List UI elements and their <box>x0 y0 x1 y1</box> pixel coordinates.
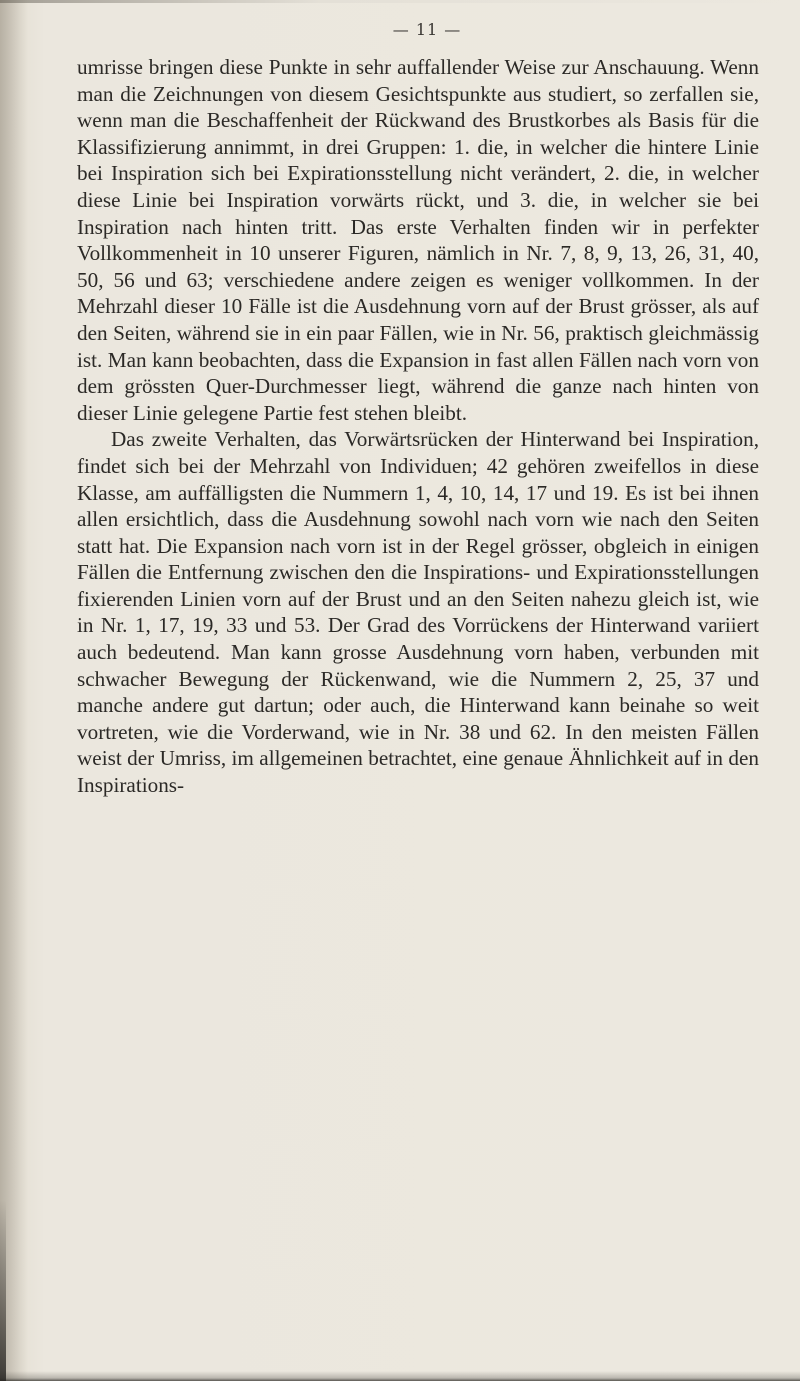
body-text <box>77 54 759 799</box>
binding-shadow <box>0 0 28 1381</box>
paragraph-1: umrisse bringen diese Punkte in sehr auffallender Weise zur Anschauung. Wenn man die Zeichnungen von diesem Gesichtspunkte aus studiert, so zerfallen sie, wenn man die Beschaffenheit der Rückwand des Brustkorbes als Basis für die Klassifizierung annimmt, in drei Gruppen: 1. die, in welcher die hintere Linie bei Inspiration sich bei Expirationsstellung nicht verändert, 2. die, in welcher diese Linie bei Inspiration vorwärts rückt, und 3. die, in welcher sie bei Inspiration nach hinten tritt. Das erste Verhalten finden wir in perfekter Vollkommenheit in 10 unserer Figuren, nämlich in Nr. 7, 8, 9, 13, 26, 31, 40, 50, 56 und 63; verschiedene andere zeigen es weniger vollkommen. In der Mehrzahl dieser 10 Fälle ist die Ausdehnung vorn auf der Brust grösser, als auf den Seiten, während sie in ein paar Fällen, wie in Nr. 56, praktisch gleichmässig ist. Man kann beobachten, dass die Expansion in fast allen Fällen nach vorn von dem grössten Quer-Durchmesser liegt, während die ganze nach hinten von dieser Linie gelegene Partie fest stehen bleibt. <box>77 55 759 425</box>
left-page-edge <box>0 1200 6 1381</box>
page-number: — 11 — <box>392 20 462 39</box>
top-page-edge <box>0 0 800 3</box>
bottom-page-edge <box>0 1371 800 1381</box>
paragraph-2: Das zweite Verhalten, das Vorwärtsrücken der Hinterwand bei Inspiration, findet sich bei der Mehrzahl von Individuen; 42 gehören zweifellos in diese Klasse, am auffälligsten die Nummern 1, 4, 10, 14, 17 und 19. Es ist bei ihnen allen ersichtlich, dass die Ausdehnung sowohl nach vorn wie nach den Seiten statt hat. Die Expansion nach vorn ist in der Regel grösser, obgleich in einigen Fällen die Entfernung zwischen den die Inspirations- und Expirationsstellungen fixierenden Linien vorn auf der Brust und an den Seiten nahezu gleich ist, wie in Nr. 1, 17, 19, 33 und 53. Der Grad des Vorrückens der Hinterwand variiert auch bedeutend. Man kann grosse Ausdehnung vorn haben, verbunden mit schwacher Bewegung der Rückenwand, wie die Nummern 2, 25, 37 und manche andere gut dartun; oder auch, die Hinterwand kann beinahe so weit vortreten, wie die Vorderwand, wie in Nr. 38 und 62. In den meisten Fällen weist der Umriss, im allgemeinen betrachtet, eine genaue Ähnlichkeit auf in den Inspirations- <box>77 427 759 798</box>
